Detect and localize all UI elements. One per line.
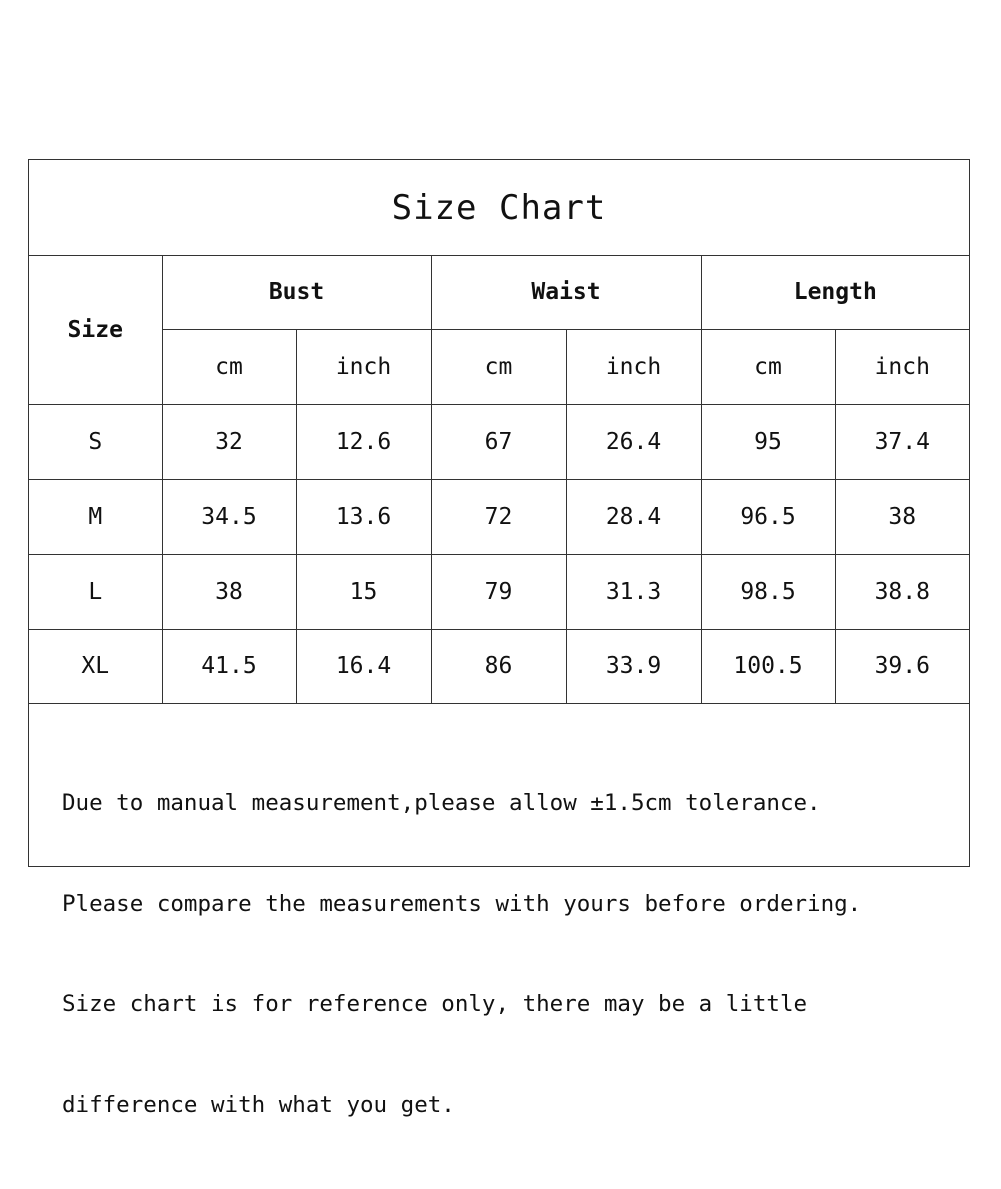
unit-header: inch xyxy=(566,330,701,405)
disclaimer-note xyxy=(62,720,942,1189)
value-cell: 100.5 xyxy=(701,630,835,704)
value-cell: 96.5 xyxy=(701,480,835,555)
value-cell: 13.6 xyxy=(296,480,431,555)
value-cell: 38 xyxy=(835,480,969,555)
table-row xyxy=(29,630,969,704)
value-cell: 39.6 xyxy=(835,630,969,704)
unit-header: cm xyxy=(431,330,566,405)
waist-header: Waist xyxy=(431,256,701,330)
value-cell: 67 xyxy=(431,405,566,480)
value-cell: 32 xyxy=(162,405,296,480)
table-row xyxy=(29,405,969,480)
table-row xyxy=(29,480,969,555)
size-chart xyxy=(28,159,970,1118)
size-cell: S xyxy=(29,405,162,480)
value-cell: 72 xyxy=(431,480,566,555)
unit-header: cm xyxy=(162,330,296,405)
value-cell: 86 xyxy=(431,630,566,704)
value-cell: 33.9 xyxy=(566,630,701,704)
unit-header: inch xyxy=(835,330,969,405)
value-cell: 28.4 xyxy=(566,480,701,555)
value-cell: 38 xyxy=(162,555,296,630)
unit-header: inch xyxy=(296,330,431,405)
note-line: Due to manual measurement,please allow ±1.5cm tolerance. xyxy=(62,790,821,816)
note-line: difference with what you get. xyxy=(62,1091,455,1118)
unit-header: cm xyxy=(701,330,835,405)
value-cell: 34.5 xyxy=(162,480,296,555)
value-cell: 38.8 xyxy=(835,555,969,630)
table-row xyxy=(29,555,969,630)
value-cell: 98.5 xyxy=(701,555,835,630)
length-header: Length xyxy=(701,256,969,330)
value-cell: 16.4 xyxy=(296,630,431,704)
size-column-header: Size xyxy=(29,256,162,405)
value-cell: 37.4 xyxy=(835,405,969,480)
value-cell: 95 xyxy=(701,405,835,480)
size-cell: XL xyxy=(29,630,162,704)
size-cell: M xyxy=(29,480,162,555)
chart-title: Size Chart xyxy=(391,187,607,228)
value-cell: 79 xyxy=(431,555,566,630)
value-cell: 12.6 xyxy=(296,405,431,480)
size-table xyxy=(29,255,969,704)
value-cell: 41.5 xyxy=(162,630,296,704)
bust-header: Bust xyxy=(162,256,431,330)
value-cell: 31.3 xyxy=(566,555,701,630)
note-line: Size chart is for reference only, there may be a little xyxy=(62,991,808,1017)
size-cell: L xyxy=(29,555,162,630)
value-cell: 26.4 xyxy=(566,405,701,480)
group-header-row xyxy=(29,256,969,330)
unit-header-row xyxy=(29,330,969,405)
value-cell: 15 xyxy=(296,555,431,630)
note-line: Please compare the measurements with yours before ordering. xyxy=(62,890,862,917)
